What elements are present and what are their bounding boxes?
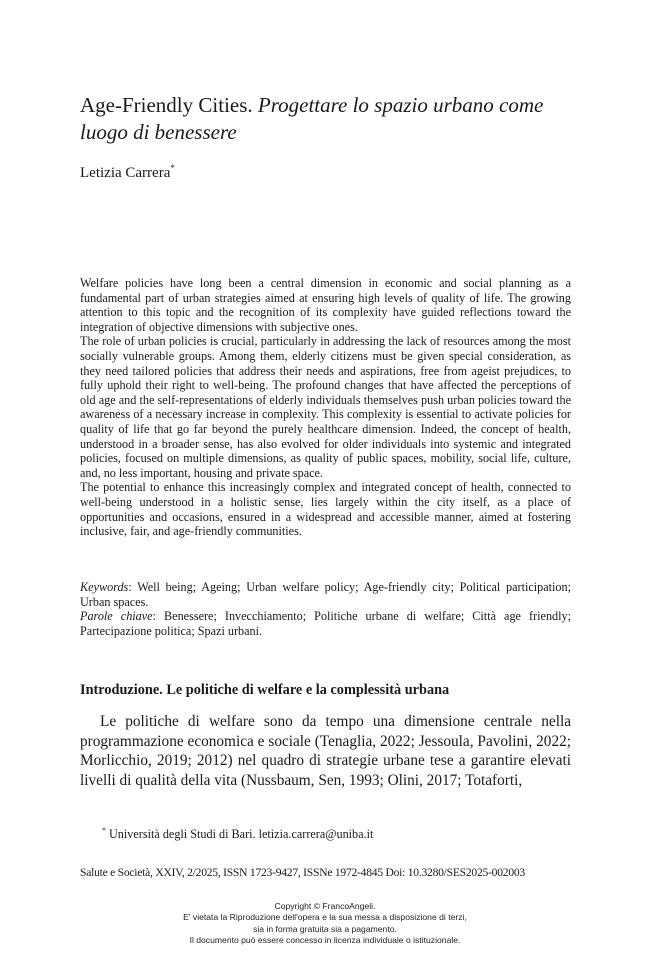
footnote-mark: *	[102, 825, 106, 835]
keywords-italian	[80, 609, 571, 638]
author-name-text: Letizia Carrera	[80, 165, 171, 181]
author-footnote-mark: *	[170, 163, 175, 173]
parole-chiave-label: Parole chiave	[80, 609, 153, 624]
copyright-line: E' vietata la Riproduzione dell'opera e la sua messa a disposizione di terzi,	[183, 912, 467, 923]
article-title	[80, 92, 580, 146]
copyright-line: Copyright © FrancoAngeli.	[274, 901, 376, 911]
footnote	[102, 827, 373, 842]
abstract-paragraph: The potential to enhance this increasingly complex and integrated concept of health, connected to well-being understood in a holistic sense, lies largely within the city itself, as a place of opportunities and occasions, ensured in a widespread and accessible manner, aimed at fostering inclusive, fair, and age-friendly communities.	[80, 480, 571, 539]
article-title-italic: Progettare lo spazio urbano come luogo di benessere	[80, 93, 544, 144]
journal-citation: Salute e Società, XXIV, 2/2025, ISSN 1723-9427, ISSNe 1972-4845 Doi: 10.3280/SES2025-002003	[80, 866, 525, 879]
parole-chiave-text: : Benessere; Invecchiamento; Politiche urbane di welfare; Città age friendly; Partecipazione politica; Spazi urbani.	[80, 609, 571, 638]
keywords-english	[80, 580, 571, 609]
copyright-line: sia in forma gratuita sia a pagamento.	[253, 923, 397, 934]
author-name	[80, 165, 175, 182]
article-title-plain: Age-Friendly Cities.	[80, 93, 253, 117]
copyright-line: Il documento può essere concesso in licenza individuale o istituzionale.	[189, 934, 461, 945]
keywords-text: : Well being; Ageing; Urban welfare policy; Age-friendly city; Political participation; Urban spaces.	[80, 580, 571, 609]
abstract	[80, 276, 571, 539]
copyright-notice	[0, 901, 650, 946]
footnote-text: Università degli Studi di Bari. letizia.carrera@uniba.it	[109, 827, 374, 841]
keywords-label: Keywords	[80, 580, 129, 594]
keywords-block	[80, 580, 571, 638]
section-heading: Introduzione. Le politiche di welfare e la complessità urbana	[80, 682, 450, 698]
abstract-paragraph: Welfare policies have long been a central dimension in economic and social planning as a fundamental part of urban strategies aimed at ensuring high levels of quality of life. The growing attention to this topic and the recognition of its complexity have guided reflections toward the integration of objective dimensions with subjective ones.	[80, 276, 571, 334]
intro-paragraph: Le politiche di welfare sono da tempo una dimensione centrale nella programmazione economica e sociale (Tenaglia, 2022; Jessoula, Pavolini, 2022; Morlicchio, 2019; 2012) nel quadro di strategie urbane tese a garantire elevati livelli di qualità della vita (Nussbaum, Sen, 1993; Olini, 2017; Totaforti,	[80, 713, 571, 789]
abstract-paragraph: The role of urban policies is crucial, particularly in addressing the lack of resources among the most socially vulnerable groups. Among them, elderly citizens must be given special consideration, as they need tailored policies that address their needs and aspirations, free from ageist prejudices, to fully uphold their right to well-being. The profound changes that have affected the perceptions of old age and the self-representations of elderly individuals themselves push urban policies toward the awareness of a necessary increase in complexity. This complexity is essential to activate policies for quality of life that go far beyond the purely healthcare dimension. Indeed, the concept of health, understood in a broader sense, has also evolved for older individuals into systemic and integrated policies, focused on multiple dimensions, as quality of public spaces, mobility, social life, culture, and, no less important, housing and private space.	[80, 334, 571, 480]
